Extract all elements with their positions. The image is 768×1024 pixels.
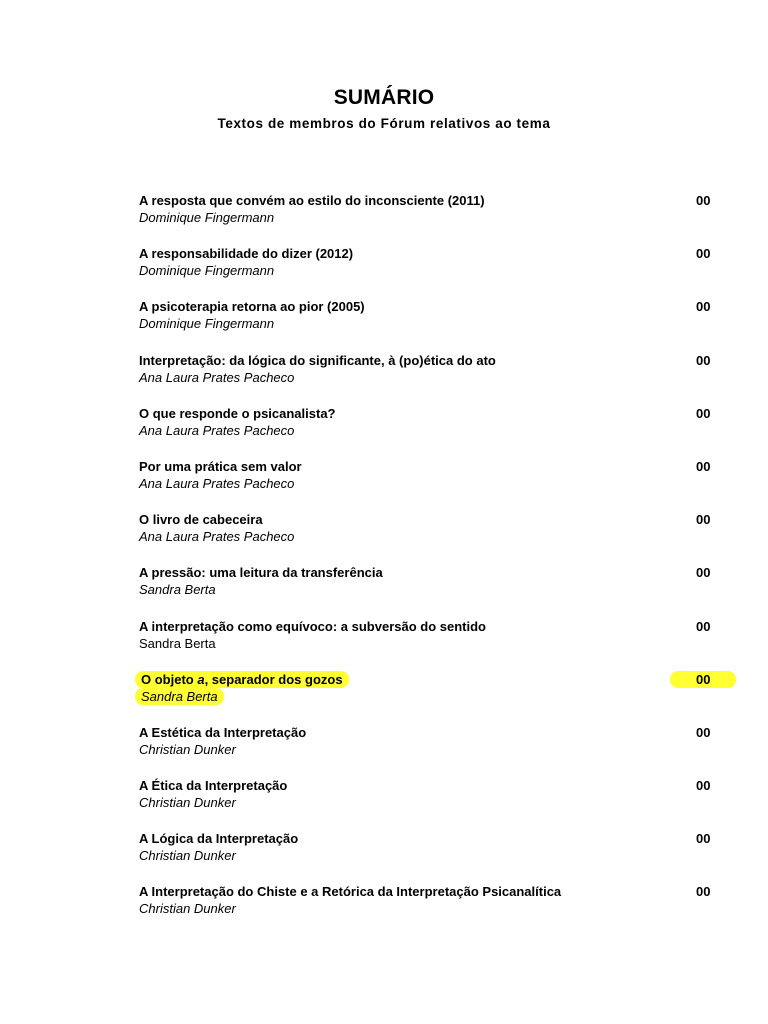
toc-entry bbox=[0, 724, 768, 777]
toc-entry-page: 00 bbox=[696, 352, 711, 368]
toc-entry-page: 00 bbox=[696, 565, 711, 581]
toc-entry-title: A Interpretação do Chiste e a Retórica da Interpretação Psicanalítica bbox=[139, 884, 562, 900]
toc-entry-title: A resposta que convém ao estilo do inconsciente (2011) bbox=[139, 193, 485, 208]
toc-entry bbox=[0, 352, 768, 405]
toc-entry-page: 00 bbox=[696, 458, 711, 474]
toc-entry-author: Christian Dunker bbox=[139, 848, 236, 864]
toc-entry-page: 00 bbox=[696, 618, 711, 634]
title-part: O objeto bbox=[141, 671, 198, 687]
toc-entry-author: Sandra Berta bbox=[139, 635, 216, 651]
toc-entry-page: 00 bbox=[696, 193, 711, 208]
toc-entry bbox=[0, 511, 768, 564]
toc-entry-title: A Estética da Interpretação bbox=[139, 724, 307, 740]
toc-entry bbox=[0, 298, 768, 351]
toc-entry-author: Sandra Berta bbox=[139, 582, 216, 598]
toc-entry-page: 00 bbox=[696, 246, 711, 262]
toc-entry-title: A psicoterapia retorna ao pior (2005) bbox=[139, 299, 365, 315]
page-title: SUMÁRIO bbox=[333, 86, 435, 109]
toc-entry-author: Ana Laura Prates Pacheco bbox=[139, 422, 295, 438]
page-subtitle: Textos de membros do Fórum relativos ao tema bbox=[217, 116, 551, 131]
toc-entry-author: Ana Laura Prates Pacheco bbox=[139, 475, 295, 491]
toc-entry-title: A Ética da Interpretação bbox=[139, 778, 288, 794]
toc-entry bbox=[0, 777, 768, 830]
toc-entry-author: Ana Laura Prates Pacheco bbox=[139, 369, 295, 385]
toc-entry-title: A Lógica da Interpretação bbox=[139, 831, 299, 847]
toc-entry-page: 00 bbox=[696, 405, 711, 421]
toc-entry-author: Dominique Fingermann bbox=[139, 316, 275, 332]
toc-entry-title: A pressão: uma leitura da transferência bbox=[139, 565, 383, 581]
toc-entry-title: A responsabilidade do dizer (2012) bbox=[139, 246, 354, 262]
toc-entry-author: Christian Dunker bbox=[139, 741, 236, 757]
toc-entry-title bbox=[135, 671, 349, 688]
toc-entry bbox=[0, 618, 768, 671]
toc-entry bbox=[0, 192, 768, 245]
toc-entry bbox=[0, 564, 768, 617]
toc-entry bbox=[0, 245, 768, 298]
toc-entry bbox=[0, 458, 768, 511]
toc-entry bbox=[0, 830, 768, 883]
toc-entry-title: Por uma prática sem valor bbox=[139, 458, 302, 474]
table-of-contents bbox=[0, 192, 768, 937]
toc-entry-author: Dominique Fingermann bbox=[139, 210, 275, 225]
toc-entry-title: A interpretação como equívoco: a subversão do sentido bbox=[139, 618, 486, 634]
toc-entry-page: 00 bbox=[696, 778, 711, 794]
toc-entry-author: Christian Dunker bbox=[139, 901, 236, 917]
title-part: , separador dos gozos bbox=[204, 671, 343, 687]
toc-entry bbox=[0, 883, 768, 936]
toc-entry-author: Sandra Berta bbox=[135, 688, 224, 705]
toc-entry-author: Dominique Fingermann bbox=[139, 263, 275, 279]
toc-entry-title: O livro de cabeceira bbox=[139, 512, 263, 528]
toc-entry-author: Ana Laura Prates Pacheco bbox=[139, 529, 295, 545]
toc-entry-page: 00 bbox=[696, 831, 711, 847]
toc-entry-author: Christian Dunker bbox=[139, 795, 236, 811]
toc-entry-page: 00 bbox=[696, 724, 711, 740]
toc-entry-title: O que responde o psicanalista? bbox=[139, 405, 336, 421]
toc-entry-title: Interpretação: da lógica do significante, à (po)ética do ato bbox=[139, 352, 496, 368]
toc-entry-page: 00 bbox=[696, 512, 711, 528]
toc-entry bbox=[0, 405, 768, 458]
toc-entry-page: 00 bbox=[670, 671, 736, 688]
toc-entry-highlighted bbox=[0, 671, 768, 724]
toc-entry-page: 00 bbox=[696, 884, 711, 900]
toc-entry-page: 00 bbox=[696, 299, 711, 315]
title-italic-part: a bbox=[197, 671, 205, 687]
